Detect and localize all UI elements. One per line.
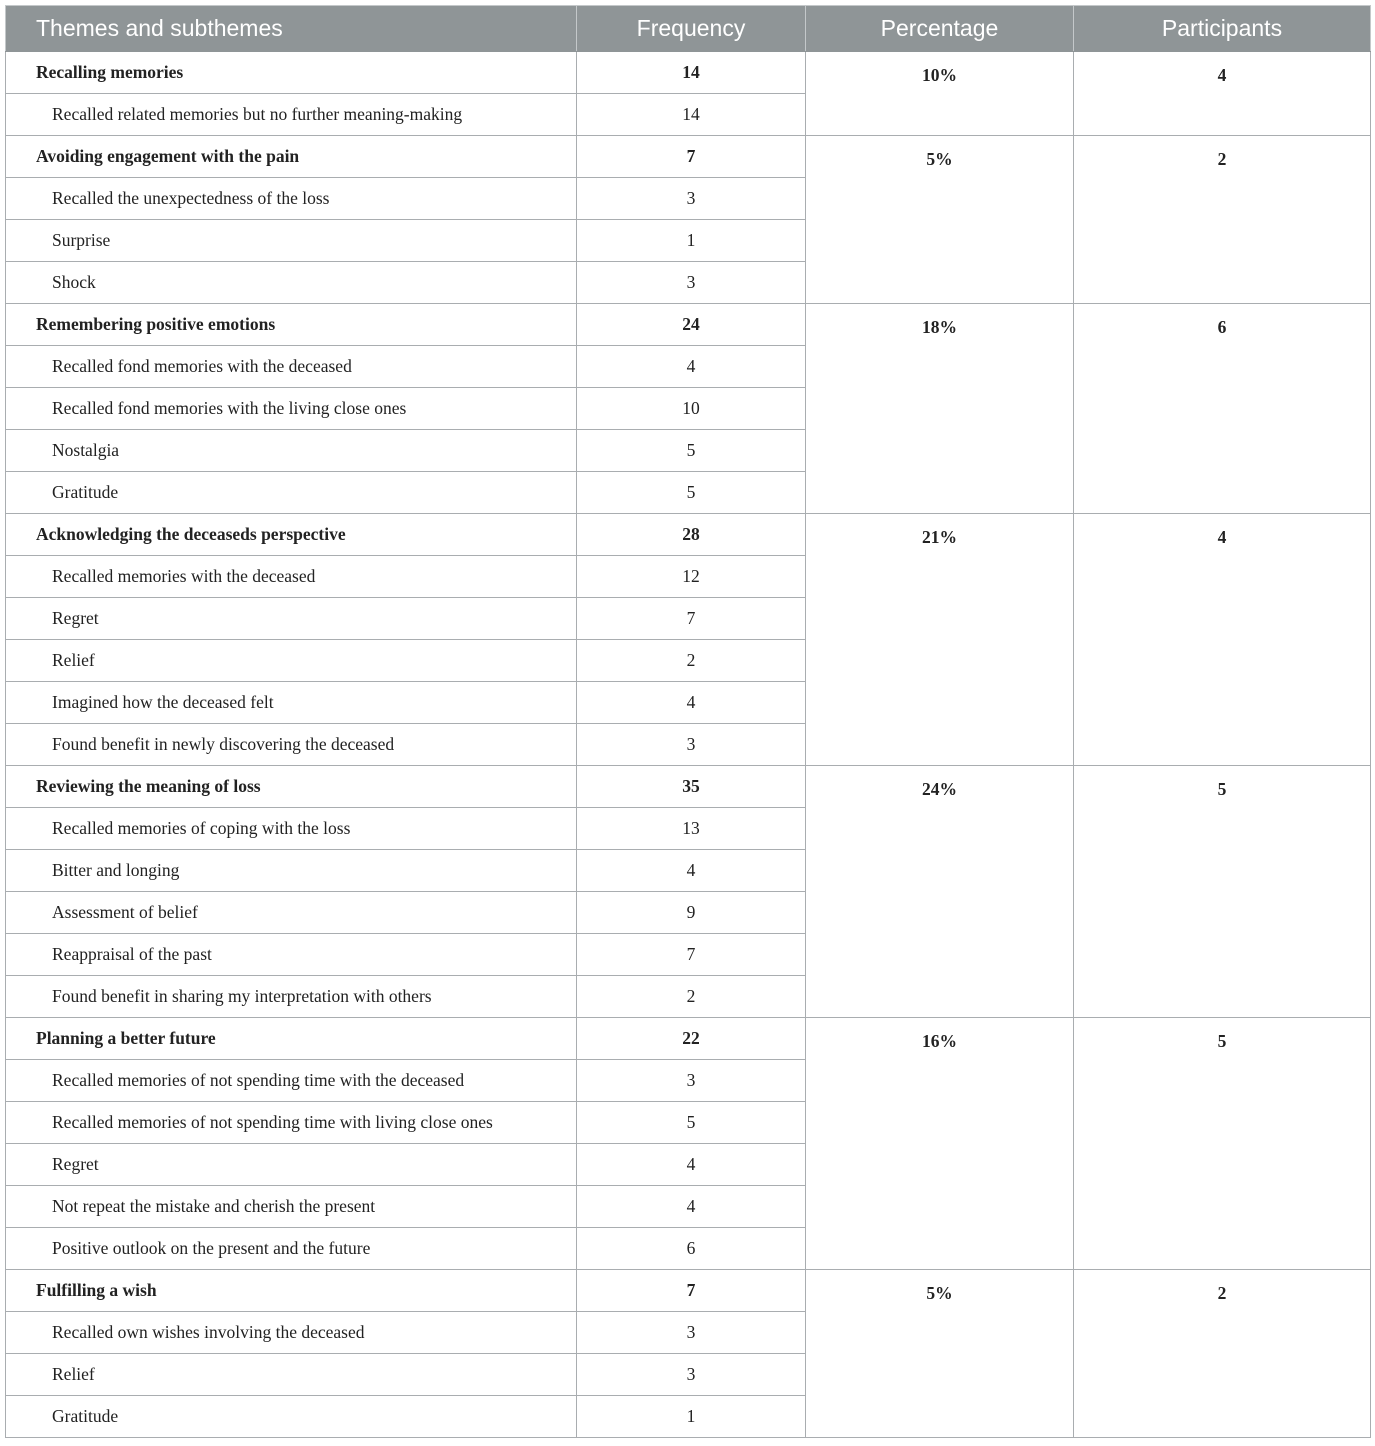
subtheme-name: Recalled memories of not spending time with the deceased [6,1060,577,1102]
subtheme-frequency: 7 [577,934,806,976]
subtheme-name: Recalled the unexpectedness of the loss [6,178,577,220]
theme-name: Acknowledging the deceaseds perspective [6,514,577,556]
theme-percentage: 24% [806,766,1074,1018]
subtheme-frequency: 12 [577,556,806,598]
subtheme-frequency: 5 [577,472,806,514]
subtheme-frequency: 1 [577,220,806,262]
theme-frequency: 28 [577,514,806,556]
subtheme-name: Positive outlook on the present and the future [6,1228,577,1270]
subtheme-name: Regret [6,1144,577,1186]
theme-frequency: 35 [577,766,806,808]
subtheme-name: Recalled related memories but no further meaning-making [6,94,577,136]
theme-name: Fulfilling a wish [6,1270,577,1312]
subtheme-frequency: 5 [577,430,806,472]
subtheme-name: Shock [6,262,577,304]
theme-name: Remembering positive emotions [6,304,577,346]
subtheme-name: Gratitude [6,472,577,514]
subtheme-frequency: 3 [577,1312,806,1354]
header-row [6,6,1371,52]
subtheme-name: Found benefit in newly discovering the deceased [6,724,577,766]
subtheme-name: Reappraisal of the past [6,934,577,976]
subtheme-name: Relief [6,640,577,682]
subtheme-name: Assessment of belief [6,892,577,934]
header-percentage: Percentage [806,6,1074,52]
subtheme-frequency: 3 [577,1354,806,1396]
theme-name: Recalling memories [6,52,577,94]
subtheme-frequency: 2 [577,976,806,1018]
theme-percentage: 5% [806,136,1074,304]
theme-name: Reviewing the meaning of loss [6,766,577,808]
subtheme-frequency: 3 [577,262,806,304]
subtheme-frequency: 10 [577,388,806,430]
theme-name: Planning a better future [6,1018,577,1060]
subtheme-name: Recalled memories of not spending time with living close ones [6,1102,577,1144]
theme-participants: 6 [1074,304,1371,514]
subtheme-frequency: 4 [577,1144,806,1186]
subtheme-frequency: 5 [577,1102,806,1144]
subtheme-name: Gratitude [6,1396,577,1438]
theme-percentage: 10% [806,52,1074,136]
theme-name: Avoiding engagement with the pain [6,136,577,178]
theme-participants: 2 [1074,136,1371,304]
subtheme-frequency: 4 [577,850,806,892]
theme-row [6,1270,1371,1312]
subtheme-name: Bitter and longing [6,850,577,892]
subtheme-name: Not repeat the mistake and cherish the present [6,1186,577,1228]
subtheme-frequency: 14 [577,94,806,136]
theme-participants: 2 [1074,1270,1371,1438]
theme-percentage: 21% [806,514,1074,766]
subtheme-name: Nostalgia [6,430,577,472]
theme-frequency: 24 [577,304,806,346]
subtheme-name: Recalled fond memories with the living close ones [6,388,577,430]
theme-row [6,304,1371,346]
subtheme-name: Recalled memories with the deceased [6,556,577,598]
header-themes: Themes and subthemes [6,6,577,52]
theme-frequency: 7 [577,1270,806,1312]
themes-table [5,5,1371,1438]
theme-frequency: 22 [577,1018,806,1060]
subtheme-frequency: 2 [577,640,806,682]
subtheme-frequency: 4 [577,682,806,724]
subtheme-name: Relief [6,1354,577,1396]
subtheme-frequency: 4 [577,1186,806,1228]
theme-percentage: 5% [806,1270,1074,1438]
subtheme-frequency: 13 [577,808,806,850]
theme-row [6,766,1371,808]
subtheme-frequency: 9 [577,892,806,934]
theme-participants: 4 [1074,514,1371,766]
subtheme-name: Surprise [6,220,577,262]
theme-participants: 5 [1074,766,1371,1018]
subtheme-frequency: 7 [577,598,806,640]
header-frequency: Frequency [577,6,806,52]
theme-row [6,1018,1371,1060]
theme-participants: 4 [1074,52,1371,136]
subtheme-frequency: 3 [577,1060,806,1102]
theme-row [6,52,1371,94]
table-body [6,52,1371,1438]
subtheme-name: Imagined how the deceased felt [6,682,577,724]
theme-frequency: 7 [577,136,806,178]
subtheme-name: Found benefit in sharing my interpretation with others [6,976,577,1018]
subtheme-frequency: 4 [577,346,806,388]
theme-frequency: 14 [577,52,806,94]
subtheme-name: Regret [6,598,577,640]
subtheme-frequency: 6 [577,1228,806,1270]
subtheme-frequency: 3 [577,178,806,220]
theme-percentage: 18% [806,304,1074,514]
subtheme-frequency: 3 [577,724,806,766]
subtheme-frequency: 1 [577,1396,806,1438]
table-header [6,6,1371,52]
subtheme-name: Recalled memories of coping with the loss [6,808,577,850]
header-participants: Participants [1074,6,1371,52]
subtheme-name: Recalled fond memories with the deceased [6,346,577,388]
theme-row [6,514,1371,556]
theme-percentage: 16% [806,1018,1074,1270]
subtheme-name: Recalled own wishes involving the deceased [6,1312,577,1354]
theme-participants: 5 [1074,1018,1371,1270]
theme-row [6,136,1371,178]
